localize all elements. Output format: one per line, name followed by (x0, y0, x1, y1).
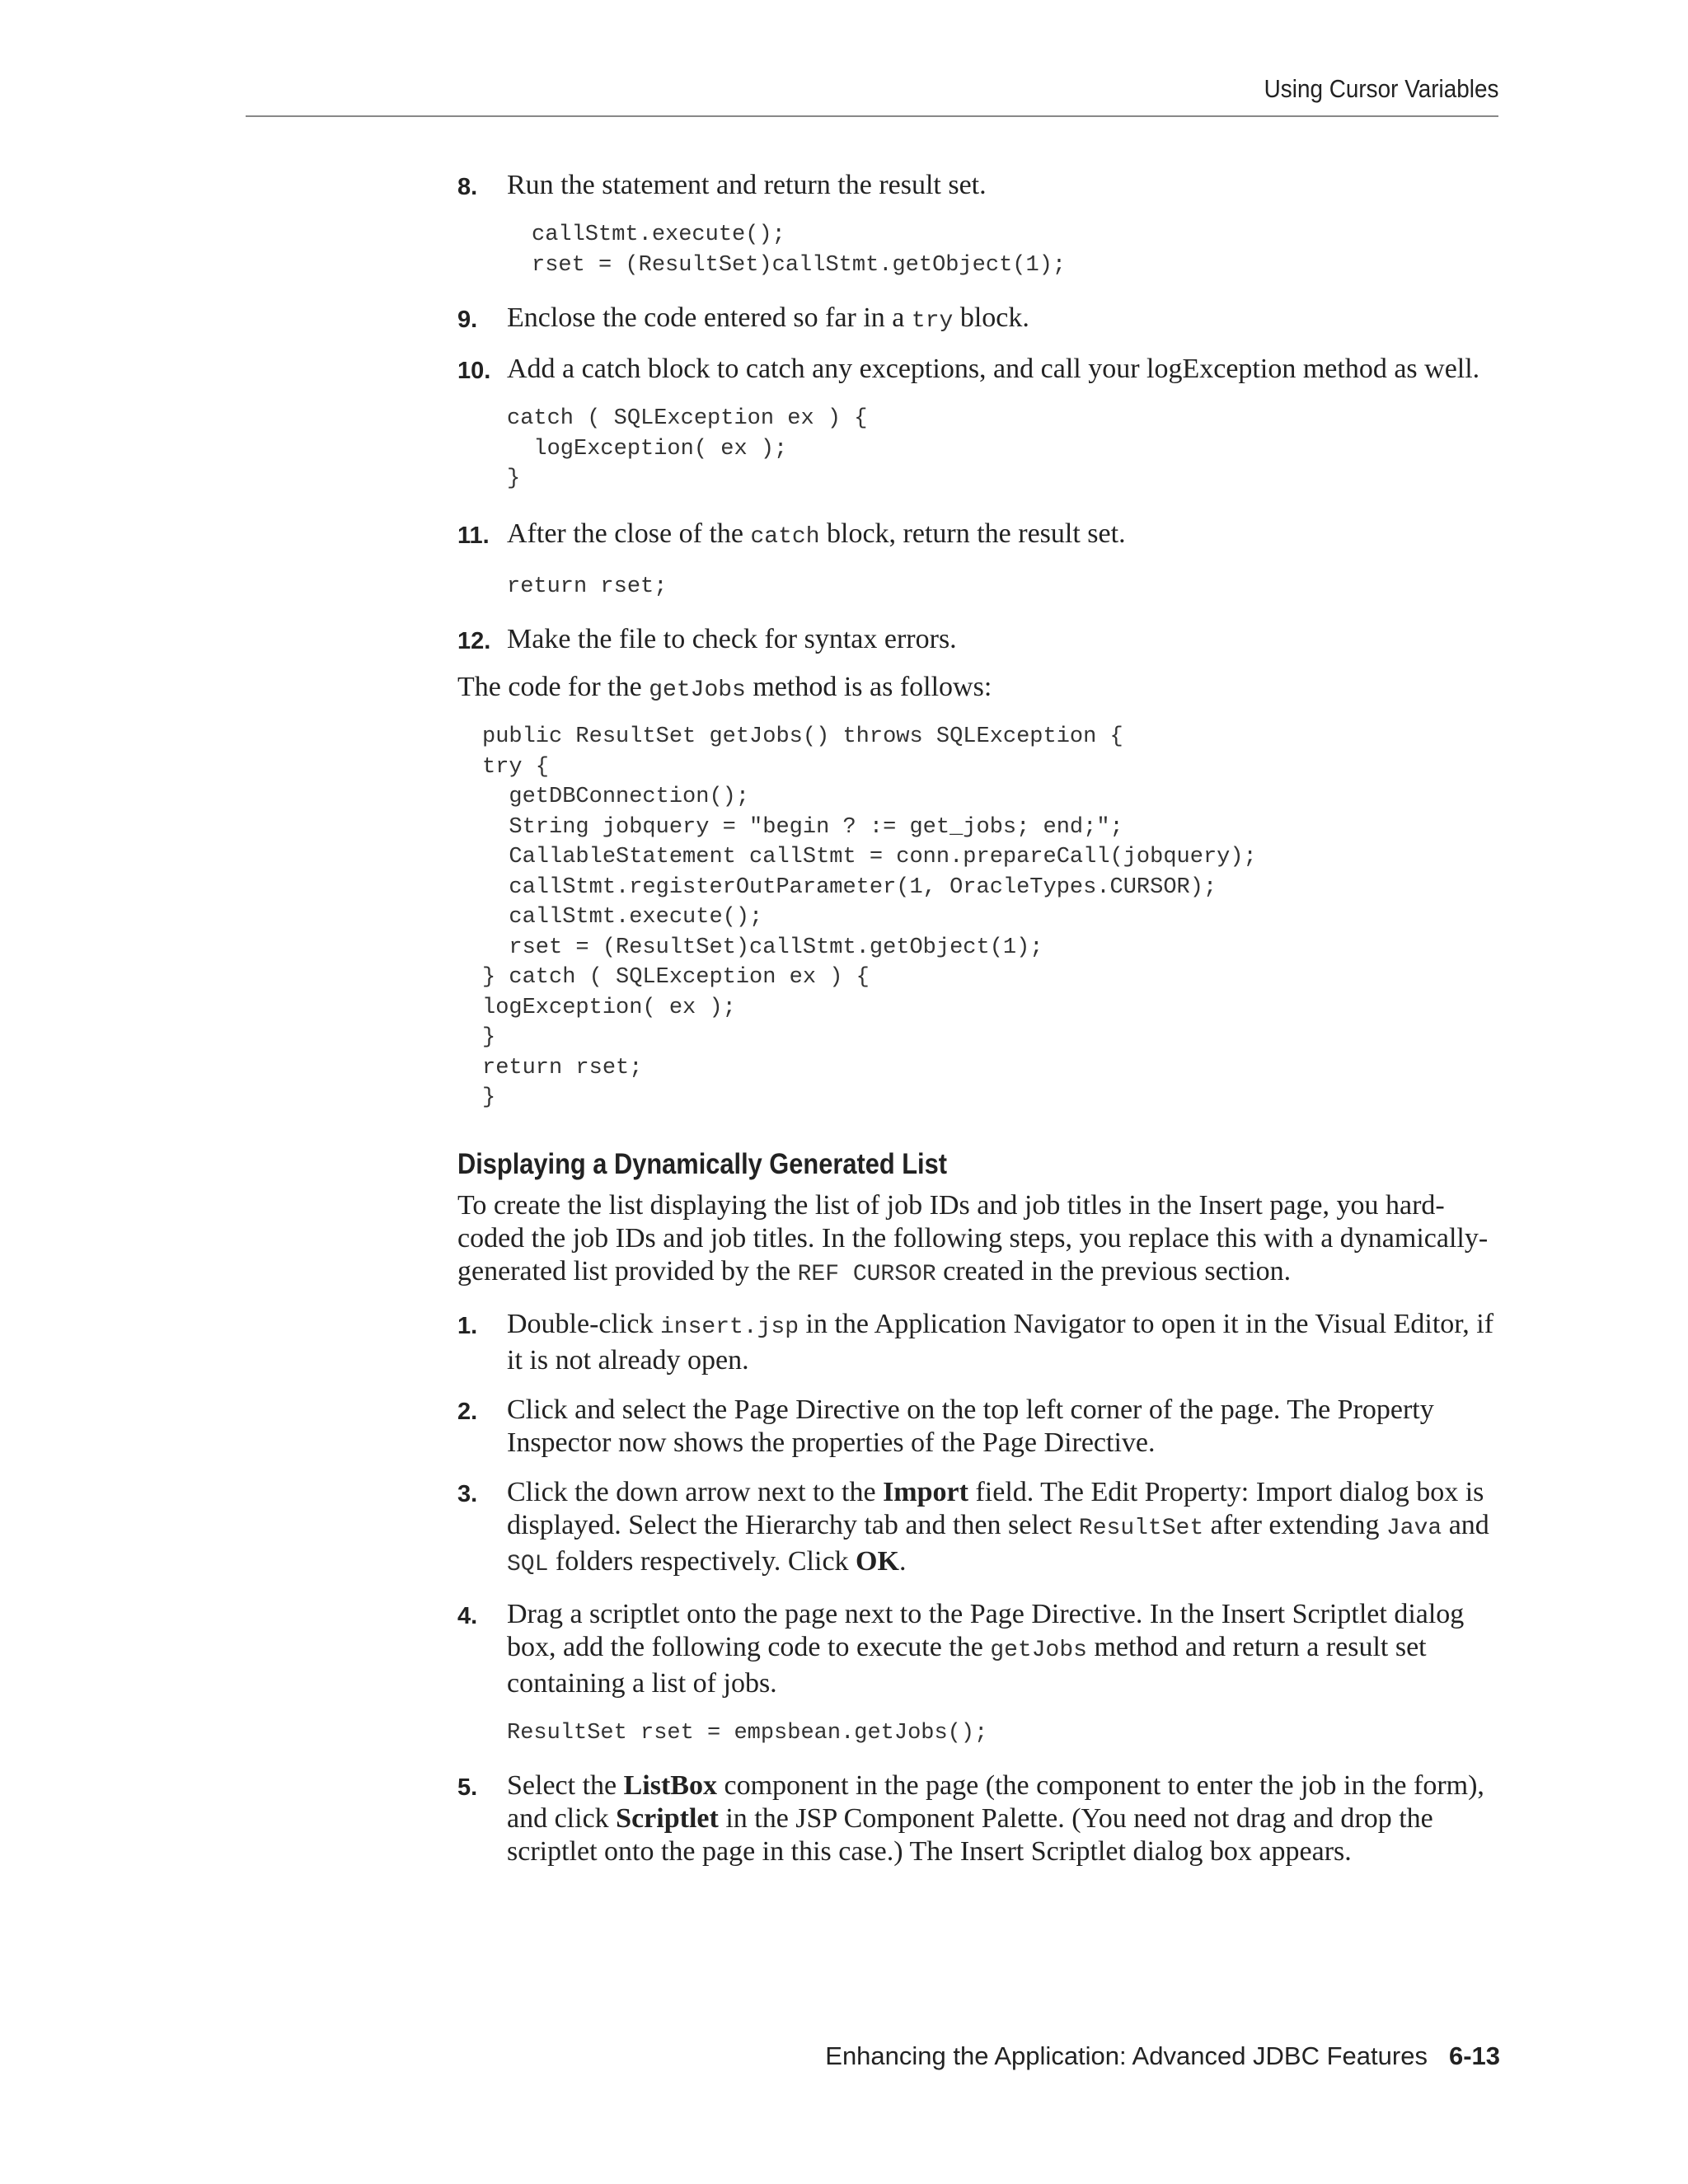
inline-code: try (911, 308, 954, 334)
step-text: . (898, 1545, 907, 1577)
step-11 (457, 518, 1500, 554)
code-line: } (482, 1025, 496, 1050)
step-text: Select the (507, 1770, 624, 1801)
code-line: ResultSet rset = empsbean.getJobs(); (507, 1720, 988, 1746)
step-text: method and return a result set containing a list of jobs. (507, 1631, 1427, 1699)
step-text: After the close of the (507, 518, 751, 549)
paragraph-text: The code for the (457, 672, 649, 702)
code-line: rset = (ResultSet)callStmt.getObject(1); (482, 935, 1043, 960)
code-line: logException( ex ); (507, 436, 788, 462)
code-line: getDBConnection(); (482, 785, 750, 809)
step-text: and (1442, 1509, 1489, 1540)
code-line: return rset; (507, 574, 668, 599)
code-block-step-4 (507, 1718, 1500, 1749)
step-number: 12. (457, 628, 491, 654)
code-line: try { (482, 754, 550, 780)
inline-code: Java (1386, 1515, 1442, 1541)
bold-term: OK (856, 1545, 899, 1577)
step-1 (457, 1308, 1500, 1377)
step-number: 11. (457, 522, 490, 549)
code-line: catch ( SQLException ex ) { (507, 406, 868, 431)
step-text: Make the file to check for syntax errors. (507, 624, 957, 654)
page-number: 6-13 (1448, 2041, 1500, 2070)
inline-code: SQL (507, 1551, 549, 1577)
step-text: field. The Edit Property: Import dialog box is displayed. Select the Hierarchy tab and then select (507, 1476, 1484, 1540)
step-text: block, return the result set. (819, 518, 1126, 549)
inline-code: getJobs (649, 677, 746, 703)
step-3 (457, 1476, 1500, 1582)
step-text: Click and select the Page Directive on the top left corner of the page. The Property Inspector now shows the properties of the Page Directive. (507, 1394, 1434, 1458)
code-line: logException( ex ); (482, 995, 736, 1020)
section-paragraph (457, 1189, 1500, 1291)
step-12 (457, 623, 1500, 656)
step-5 (457, 1769, 1500, 1868)
step-number: 3. (457, 1480, 478, 1507)
step-number: 2. (457, 1398, 478, 1425)
step-text: in the JSP Component Palette. (You need not drag and drop the scriptlet onto the page in this case.) The Insert Scriptlet dialog box appears. (507, 1803, 1433, 1867)
code-block-getjobs (482, 722, 1500, 1113)
inline-code: getJobs (990, 1637, 1087, 1663)
paragraph-text: created in the previous section. (935, 1255, 1292, 1286)
step-text: after extending (1203, 1509, 1386, 1540)
paragraph-text: method is as follows: (745, 672, 992, 702)
footer-title: Enhancing the Application: Advanced JDBC Features (825, 2041, 1428, 2070)
running-header (246, 69, 1498, 117)
inline-code: REF CURSOR (797, 1261, 936, 1287)
step-text: Enclose the code entered so far in a (507, 302, 912, 333)
step-number: 9. (457, 307, 478, 333)
step-text: component in the page (the component to enter the job in the form), and click (507, 1770, 1484, 1834)
section-heading: Displaying a Dynamically Generated List (457, 1147, 947, 1180)
step-10 (457, 353, 1500, 386)
code-line: callStmt.registerOutParameter(1, OracleTypes.CURSOR); (482, 874, 1217, 900)
code-block-step-11 (507, 572, 1500, 602)
inline-code: ResultSet (1078, 1515, 1204, 1541)
code-line: } (482, 1085, 496, 1110)
code-line: callStmt.execute(); (532, 223, 785, 247)
intro-paragraph (457, 671, 1500, 707)
step-text: in the Application Navigator to open it in the Visual Editor, if it is not already open. (507, 1308, 1494, 1376)
step-4 (457, 1598, 1500, 1700)
code-line: } (507, 466, 521, 491)
step-text: Drag a scriptlet onto the page next to the Page Directive. In the Insert Scriptlet dialog box, add the following code to execute the (507, 1598, 1465, 1662)
inline-code: insert.jsp (660, 1314, 799, 1340)
bold-term: Import (883, 1476, 968, 1507)
step-text: Add a catch block to catch any exceptions, and call your logException method as well. (507, 354, 1480, 384)
running-footer (825, 2041, 1500, 2071)
paragraph-text: To create the list displaying the list of job IDs and job titles in the Insert page, you hard-coded the job IDs and job titles. In the following steps, you replace this with a dynamically-generated list provided by the (457, 1189, 1489, 1286)
step-8 (457, 169, 1500, 202)
code-line: public ResultSet getJobs() throws SQLException { (482, 724, 1123, 749)
step-text: folders respectively. Click (548, 1545, 856, 1577)
step-number: 8. (457, 174, 478, 200)
code-line: return rset; (482, 1055, 643, 1080)
code-block-step-10 (507, 404, 1500, 494)
step-9 (457, 302, 1500, 338)
code-line: String jobquery = "begin ? := get_jobs; end;"; (482, 814, 1123, 840)
code-line: } catch ( SQLException ex ) { (482, 965, 870, 990)
step-number: 5. (457, 1774, 478, 1801)
page-content (457, 169, 1500, 1868)
code-line: rset = (ResultSet)callStmt.getObject(1); (532, 252, 1067, 278)
step-number: 1. (457, 1312, 478, 1339)
step-number: 10. (457, 358, 491, 384)
code-line: callStmt.execute(); (482, 905, 763, 930)
step-number: 4. (457, 1602, 478, 1629)
bold-term: Scriptlet (616, 1803, 719, 1834)
step-2 (457, 1394, 1500, 1460)
inline-code: catch (750, 523, 820, 550)
step-text: Click the down arrow next to the (507, 1476, 884, 1507)
step-text: Double-click (507, 1308, 660, 1339)
bold-term: ListBox (623, 1770, 717, 1801)
step-text: block. (953, 302, 1029, 333)
step-text: Run the statement and return the result set. (507, 170, 987, 200)
code-line: CallableStatement callStmt = conn.prepareCall(jobquery); (482, 845, 1257, 869)
header-title: Using Cursor Variables (1264, 74, 1498, 103)
code-block-step-8 (532, 220, 1500, 280)
